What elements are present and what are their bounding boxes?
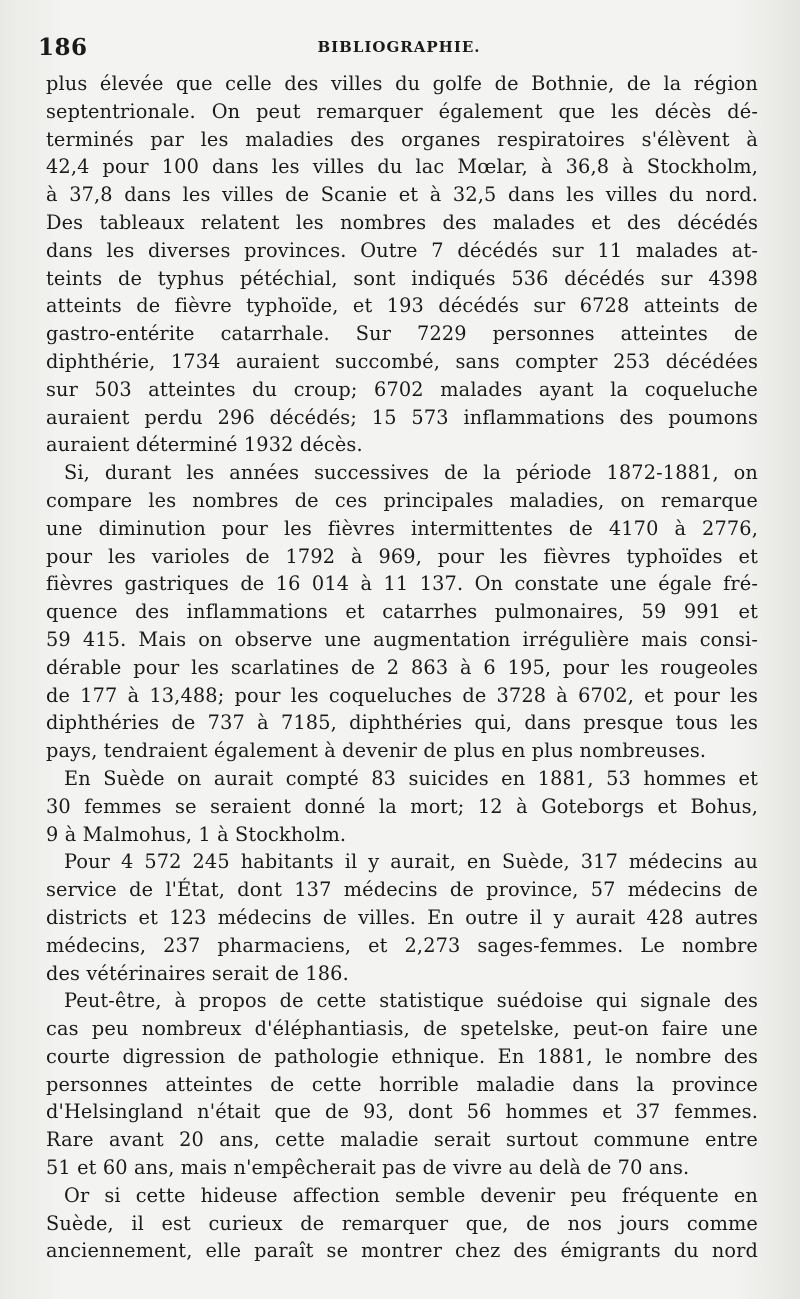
text-line: Si, durant les années successives de la période 1872-1881, on: [64, 461, 758, 485]
text-line: terminés par les maladies des organes respiratoires s'élèvent à: [46, 127, 758, 151]
text-line: dérable pour les scarlatines de 2 863 à 6 195, pour les rougeoles: [46, 655, 758, 679]
text-line: 30 femmes se seraient donné la mort; 12 à Goteborgs et Bohus,: [46, 794, 758, 818]
text-line: dans les diverses provinces. Outre 7 décédés sur 11 malades at-: [46, 238, 758, 262]
text-line: service de l'État, dont 137 médecins de province, 57 médecins de: [46, 878, 758, 902]
text-line: sur 503 atteintes du croup; 6702 malades ayant la coqueluche: [46, 377, 758, 401]
text-line: Peut-être, à propos de cette statistique suédoise qui signale des: [64, 989, 758, 1013]
text-line: gastro-entérite catarrhale. Sur 7229 personnes atteintes de: [46, 322, 758, 346]
paragraph: [46, 848, 758, 987]
page-header: [38, 34, 760, 62]
text-line: diphthéries de 737 à 7185, diphthéries qui, dans presque tous les: [46, 711, 758, 735]
text-line: 59 415. Mais on observe une augmentation irrégulière mais consi-: [46, 627, 758, 651]
text-line: cas peu nombreux d'éléphantiasis, de spetelske, peut-on faire une: [46, 1017, 758, 1041]
running-title: BIBLIOGRAPHIE.: [317, 38, 481, 56]
text-line: à 37,8 dans les villes de Scanie et à 32,5 dans les villes du nord.: [46, 183, 758, 207]
text-line: quence des inflammations et catarrhes pulmonaires, 59 991 et: [46, 600, 758, 624]
text-line: de 177 à 13,488; pour les coqueluches de 3728 à 6702, et pour les: [46, 683, 758, 707]
text-line: Rare avant 20 ans, cette maladie serait surtout commune entre: [46, 1128, 758, 1152]
text-line: des vétérinaires serait de 186.: [46, 961, 349, 985]
paragraph: [46, 765, 758, 848]
text-line: auraient perdu 296 décédés; 15 573 inflammations des poumons: [46, 405, 758, 429]
text-line: personnes atteintes de cette horrible maladie dans la province: [46, 1072, 758, 1096]
text-line: diphthérie, 1734 auraient succombé, sans compter 253 décédées: [46, 349, 758, 373]
text-line: d'Helsingland n'était que de 93, dont 56 hommes et 37 femmes.: [46, 1100, 758, 1124]
paragraph: [46, 70, 758, 459]
text-line: 9 à Malmohus, 1 à Stockholm.: [46, 822, 347, 846]
text-line: 51 et 60 ans, mais n'empêcherait pas de vivre au delà de 70 ans.: [46, 1156, 690, 1180]
paragraph: [46, 459, 758, 765]
text-line: Suède, il est curieux de remarquer que, de nos jours comme: [46, 1211, 758, 1235]
body-text: [46, 70, 758, 1265]
text-line: Des tableaux relatent les nombres des malades et des décédés: [46, 210, 758, 234]
text-line: courte digression de pathologie ethnique. En 1881, le nombre des: [46, 1044, 758, 1068]
text-line: auraient déterminé 1932 décès.: [46, 433, 363, 457]
text-line: 42,4 pour 100 dans les villes du lac Mœlar, à 36,8 à Stockholm,: [46, 155, 758, 179]
text-line: En Suède on aurait compté 83 suicides en 1881, 53 hommes et: [64, 766, 758, 790]
text-line: Pour 4 572 245 habitants il y aurait, en Suède, 317 médecins au: [64, 850, 758, 874]
page-number: 186: [38, 34, 88, 61]
text-line: districts et 123 médecins de villes. En outre il y aurait 428 autres: [46, 905, 758, 929]
text-line: médecins, 237 pharmaciens, et 2,273 sages-femmes. Le nombre: [46, 933, 758, 957]
paragraph: [46, 987, 758, 1182]
text-line: une diminution pour les fièvres intermittentes de 4170 à 2776,: [46, 516, 758, 540]
text-line: Or si cette hideuse affection semble devenir peu fréquente en: [64, 1183, 758, 1207]
text-line: compare les nombres de ces principales maladies, on remarque: [46, 488, 758, 512]
text-line: pays, tendraient également à devenir de plus en plus nombreuses.: [46, 739, 707, 763]
text-line: septentrionale. On peut remarquer également que les décès dé-: [46, 99, 758, 123]
text-line: atteints de fièvre typhoïde, et 193 décédés sur 6728 atteints de: [46, 294, 758, 318]
text-line: anciennement, elle paraît se montrer chez des émigrants du nord: [46, 1239, 758, 1263]
text-line: plus élevée que celle des villes du golfe de Bothnie, de la région: [46, 72, 758, 95]
paragraph: [46, 1182, 758, 1265]
text-line: teints de typhus pétéchial, sont indiqués 536 décédés sur 4398: [46, 266, 758, 290]
text-line: fièvres gastriques de 16 014 à 11 137. On constate une égale fré-: [46, 572, 758, 596]
text-line: pour les varioles de 1792 à 969, pour les fièvres typhoïdes et: [46, 544, 758, 568]
